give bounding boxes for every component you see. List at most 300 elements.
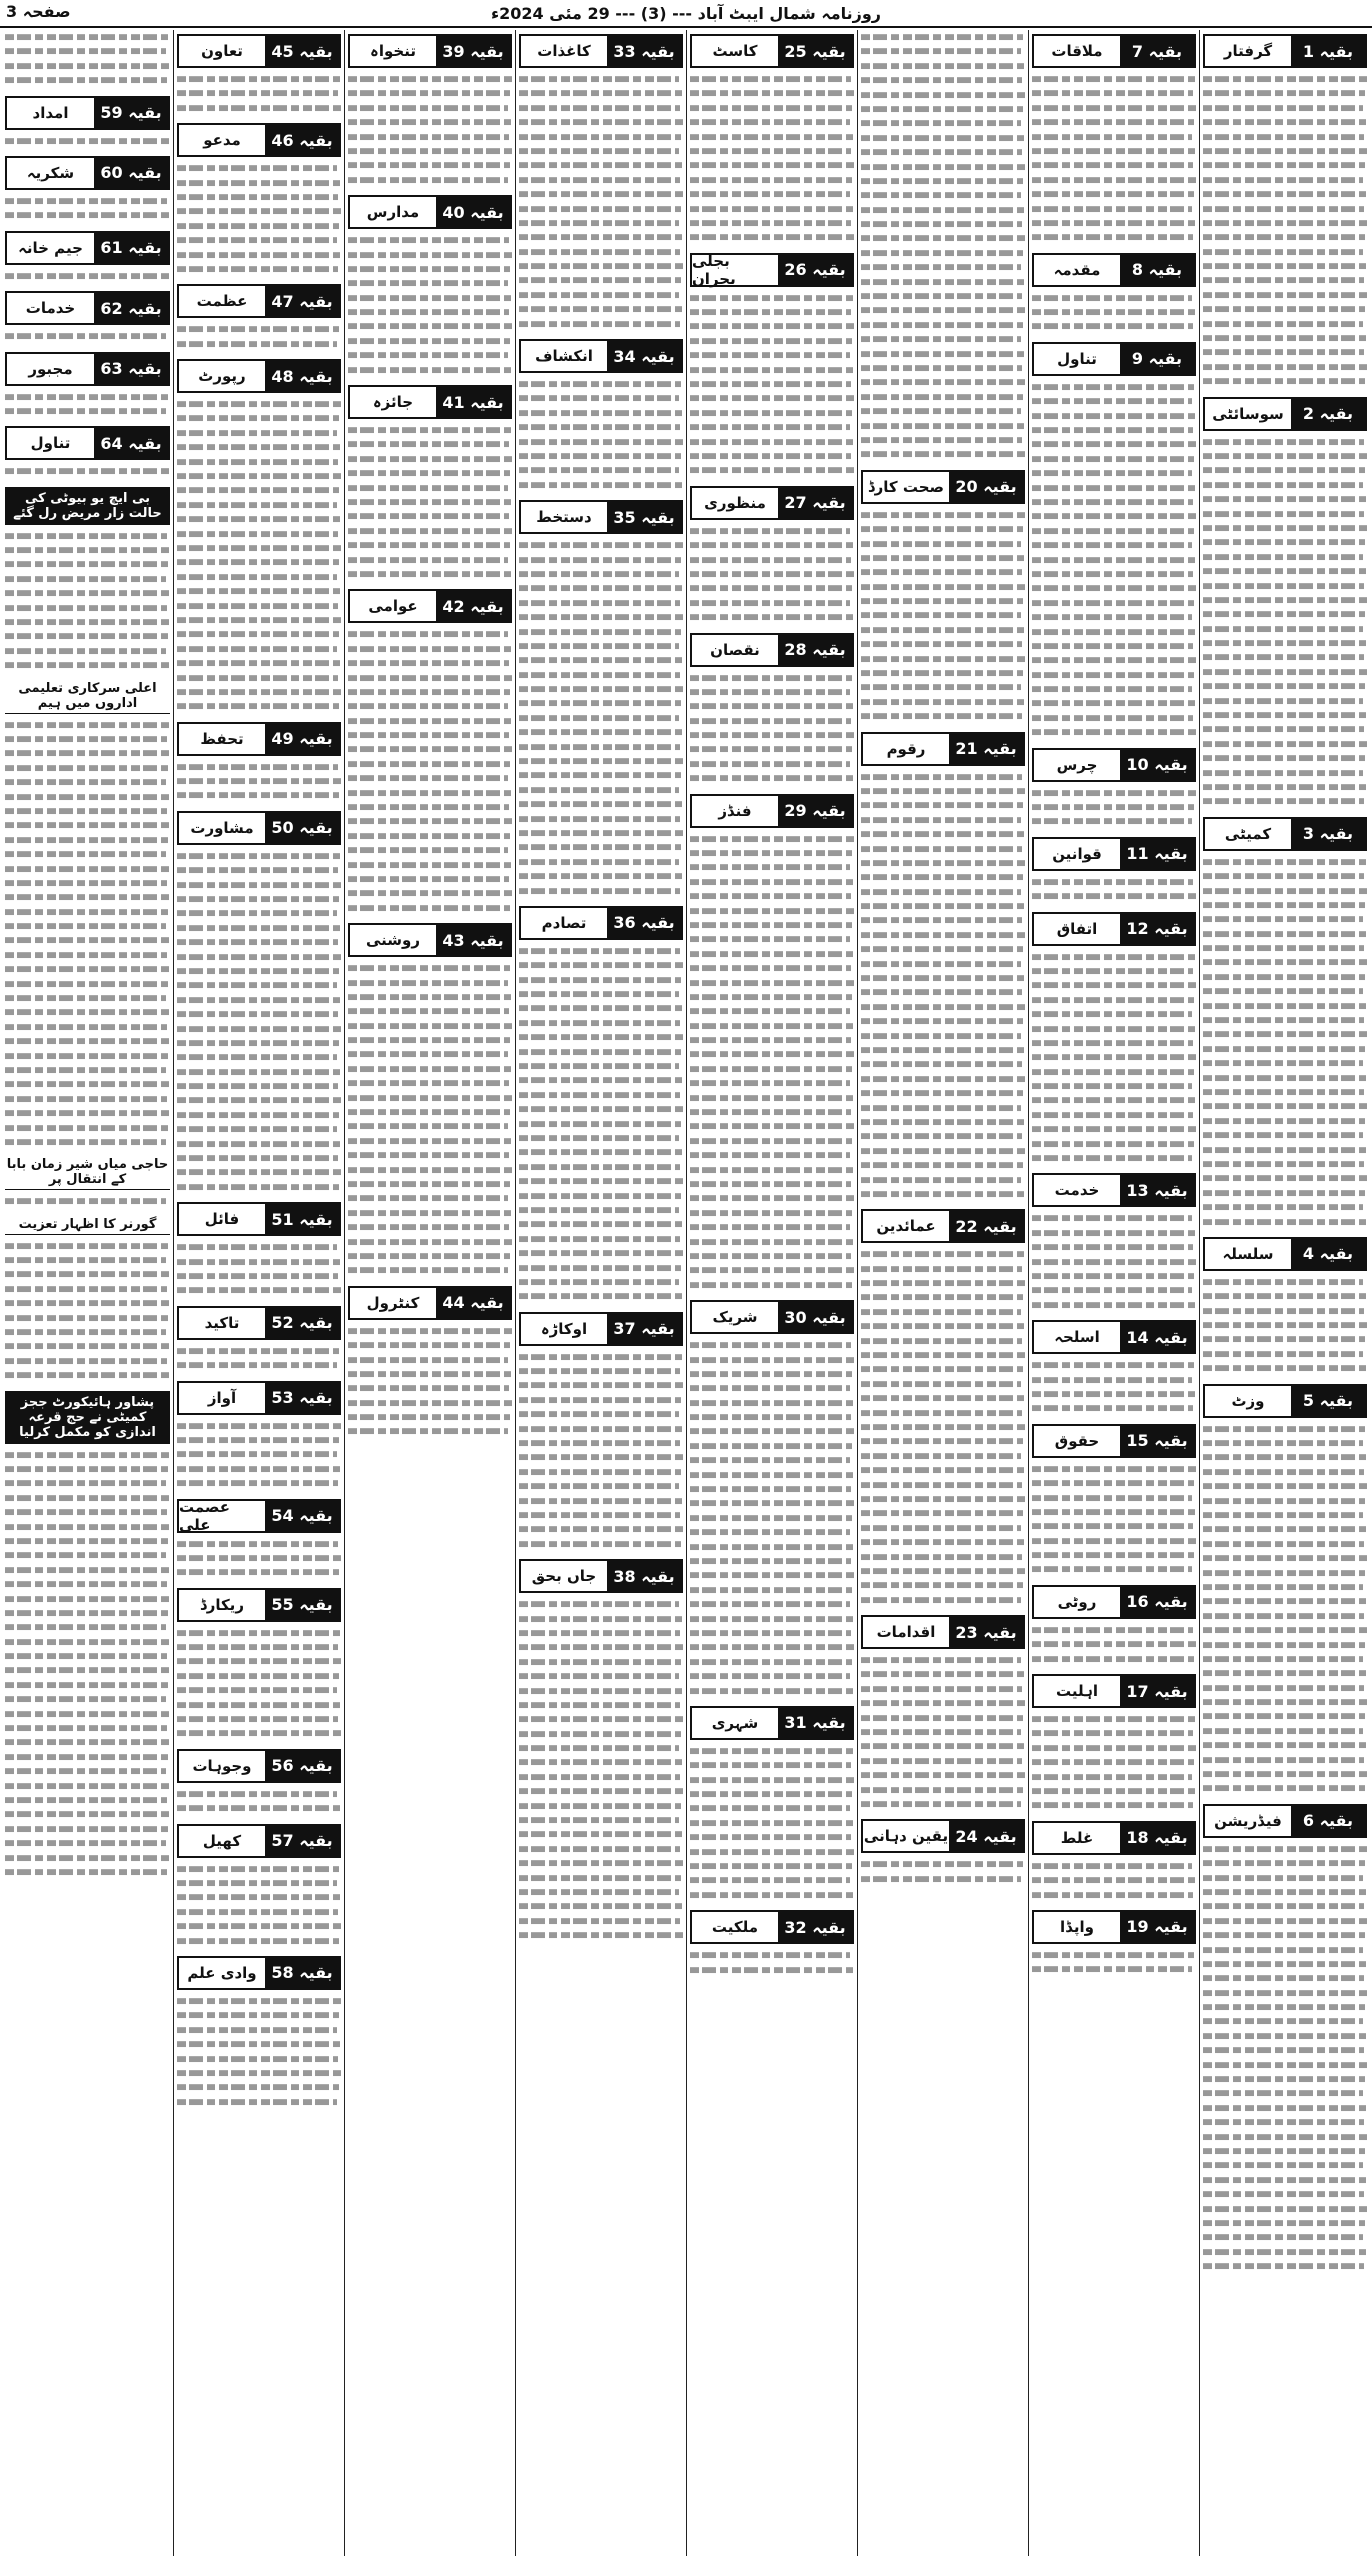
text-line [861,1482,1022,1488]
text-line [1032,804,1194,810]
text-line [1032,983,1196,989]
text-line [1203,1322,1367,1328]
text-line [5,1826,168,1832]
text-line [519,948,680,954]
continuation-number: بقیہ 53 [265,1383,339,1413]
text-line [519,962,683,968]
continuation-label: ملاقات [1034,36,1120,66]
continuation-number: بقیہ 17 [1120,1676,1194,1706]
text-line [5,34,168,40]
text-line [1032,1803,1193,1809]
text-line [519,1265,681,1271]
text-line [519,1702,680,1708]
text-line [1203,525,1367,531]
text-line [1203,640,1366,646]
text-line [5,952,167,958]
text-line [690,1688,853,1694]
article-continuation [861,1209,1025,1607]
text-line [690,965,851,971]
text-line [348,177,508,183]
text-line [5,923,166,929]
text-line [519,134,681,140]
text-line [5,1139,166,1145]
article-body [519,377,683,492]
text-line [690,1806,850,1812]
text-line [5,1596,170,1602]
text-line [1032,163,1193,169]
text-line [1203,859,1366,865]
continuation-tag [690,794,854,828]
continuation-tag [1032,1585,1196,1619]
text-line [861,788,1025,794]
text-line [1203,1889,1366,1895]
text-line [348,1268,508,1274]
text-line [177,1687,337,1693]
text-line [177,1716,338,1722]
article-continuation [1032,1910,1196,1977]
text-line [177,983,337,989]
article-body [177,849,341,1194]
text-line [519,1121,681,1127]
text-line [861,1729,1021,1735]
text-line [5,1344,169,1350]
text-line [348,1328,512,1334]
text-line [1203,1570,1365,1576]
text-line [177,545,341,551]
article-continuation [1203,817,1367,1229]
text-line [177,1011,338,1017]
text-line [1032,1863,1192,1869]
text-line [348,819,512,825]
text-line [5,1840,166,1846]
article-continuation [861,1819,1025,1886]
text-line [1032,997,1194,1003]
text-line [861,1672,1024,1678]
text-line [861,1105,1021,1111]
text-line [177,91,338,97]
text-line [348,804,509,810]
continuation-number: بقیہ 54 [265,1501,339,1531]
text-line [690,922,852,928]
text-line [690,234,854,240]
text-line [519,468,679,474]
continuation-label: غلط [1034,1823,1120,1853]
text-line [348,1052,508,1058]
text-line [1203,220,1367,226]
text-line [5,808,167,814]
text-line [5,1855,169,1861]
continuation-tag [861,1209,1025,1243]
article-body [1203,1422,1367,1796]
text-line [1203,468,1365,474]
text-line [861,423,1024,429]
text-line [1032,1745,1196,1751]
text-line [519,1236,680,1242]
text-line [1032,134,1192,140]
text-line [1032,1406,1193,1412]
text-line [519,1630,680,1636]
text-line [861,1162,1023,1168]
continuation-tag [177,1202,341,1236]
article-continuation [1032,1585,1196,1666]
article-continuation [177,1499,341,1580]
text-line [5,1096,167,1102]
text-line [1203,1757,1364,1763]
text-line [690,1253,851,1259]
continuation-tag [177,1749,341,1783]
text-line [690,1952,850,1958]
text-line [861,1018,1023,1024]
text-line [177,1184,339,1190]
continuation-number: بقیہ 64 [94,428,168,458]
text-line [5,1610,168,1616]
text-line [5,1372,170,1378]
article-body [5,269,170,283]
article-body [1032,875,1196,904]
text-line [1203,1742,1366,1748]
text-line [519,482,682,488]
text-line [348,646,511,652]
text-line [861,192,1021,198]
text-line [1032,1552,1194,1558]
continuation-number: بقیہ 29 [778,796,852,826]
continuation-tag [177,123,341,157]
text-line [861,918,1022,924]
text-line [861,817,1021,823]
text-line [1032,819,1192,825]
text-line [177,703,339,709]
text-line [690,908,854,914]
text-line [519,249,680,255]
continuation-label: وزٹ [1205,1386,1291,1416]
text-line [519,1178,683,1184]
text-line [177,1098,341,1104]
text-line [519,1411,679,1417]
text-line [5,1466,168,1472]
article-continuation [861,732,1025,1202]
text-line [1032,1054,1196,1060]
text-line [177,1791,337,1797]
text-line [348,571,511,577]
text-line [690,600,850,606]
text-line [1203,482,1363,488]
article-body [1032,1462,1196,1577]
continuation-label: گرفتار [1205,36,1291,66]
text-line [861,541,1021,547]
text-line [5,1243,168,1249]
continuation-tag [1032,1320,1196,1354]
text-line [5,198,167,204]
text-line [690,1268,854,1274]
article-body [177,1862,341,1948]
text-line [519,306,682,312]
continuation-tag [177,284,341,318]
text-line [5,1682,168,1688]
text-line [519,1601,679,1607]
text-line [861,336,1021,342]
text-line [861,1772,1025,1778]
text-line [861,250,1023,256]
continuation-label: وجوہات [179,1751,265,1781]
text-line [1203,1483,1367,1489]
continuation-label: تصادم [521,908,607,938]
text-line [861,1410,1022,1416]
text-line [1203,873,1364,879]
text-line [519,657,682,663]
text-line [1203,1771,1367,1777]
text-line [348,1210,511,1216]
text-line [690,191,850,197]
page-number: صفحہ 3 [6,2,71,21]
text-line [348,775,508,781]
text-line [5,851,166,857]
text-line [1032,1302,1195,1308]
article-body [5,464,170,478]
text-line [690,1443,852,1449]
text-line [1032,1788,1195,1794]
continuation-label: ریکارڈ [179,1590,265,1620]
article-continuation [177,811,341,1194]
text-line [1203,741,1367,747]
text-line [519,163,682,169]
text-line [861,1352,1025,1358]
article-body [177,1344,341,1373]
continuation-number: بقیہ 60 [94,158,168,188]
text-line [690,614,853,620]
text-line [1203,1132,1363,1138]
text-line [519,1063,679,1069]
article-continuation [690,1300,854,1698]
text-line [861,1062,1022,1068]
text-line [1203,1104,1367,1110]
continuation-tag [519,1559,683,1593]
text-line [1032,1155,1192,1161]
text-line [861,1395,1024,1401]
continuation-label: کاسٹ [692,36,778,66]
text-line [519,1092,680,1098]
text-line [1203,1904,1364,1910]
continuation-number: بقیہ 37 [607,1314,681,1344]
text-line [1203,1337,1365,1343]
text-line [348,280,508,286]
text-line [348,675,512,681]
continuation-tag [690,1300,854,1334]
text-line [348,891,512,897]
text-line [1032,1509,1195,1515]
text-line [1203,554,1363,560]
article-continuation [177,1749,341,1816]
text-line [177,1244,337,1250]
text-line [348,1181,510,1187]
text-line [519,1817,679,1823]
text-line [177,531,338,537]
text-line [1203,1075,1366,1081]
text-line [177,1170,341,1176]
article-continuation [5,487,170,673]
text-line [1203,1642,1365,1648]
text-line [1203,988,1363,994]
text-line [348,994,511,1000]
text-line [1203,1147,1366,1153]
text-line [348,1109,510,1115]
text-line [1203,350,1364,356]
text-line [690,1400,853,1406]
text-line [5,1711,169,1717]
text-line [5,468,170,474]
continuation-label: خدمت [1034,1175,1120,1205]
text-line [519,977,681,983]
text-line [519,1688,682,1694]
text-line [690,1529,850,1535]
text-line [1032,384,1194,390]
continuation-tag [5,291,170,325]
text-line [690,1095,853,1101]
text-line [177,209,341,215]
text-line [5,1696,166,1702]
text-line [519,991,679,997]
text-line [861,1076,1025,1082]
text-line [177,105,341,111]
text-line [861,1686,1022,1692]
text-line [861,1090,1023,1096]
text-line [690,1645,854,1651]
continuation-number: بقیہ 24 [949,1821,1023,1851]
continuation-number: بقیہ 7 [1120,36,1194,66]
masthead: روزنامہ شمال ایبٹ آباد --- (3) --- 29 مئی 2024ء [490,3,882,23]
text-line [177,1895,340,1901]
text-line [1203,496,1366,502]
text-line [1203,568,1366,574]
text-line [1203,177,1363,183]
text-line [348,119,511,125]
text-line [177,603,338,609]
text-line [177,1541,338,1547]
text-line [1203,278,1364,284]
text-line [5,1754,168,1760]
text-line [519,787,679,793]
continuation-tag [1032,342,1196,376]
text-line [1203,1975,1364,1981]
continuation-tag [348,923,512,957]
text-line [519,701,681,707]
continuation-label: صحت کارڈ [863,472,949,502]
article-continuation [519,1559,683,1942]
text-line [1203,1204,1363,1210]
text-line [348,1224,509,1230]
text-line [690,1892,853,1898]
text-line [690,1544,853,1550]
text-line [1203,1961,1366,1967]
article-body [861,508,1025,724]
text-line [690,1515,852,1521]
text-line [861,1657,1021,1663]
text-line [1032,1098,1195,1104]
text-line [1032,701,1195,707]
text-line [1032,1069,1194,1075]
text-line [690,994,852,1000]
continuation-label: روشنی [350,925,436,955]
continuation-tag [1203,397,1367,431]
text-line [519,1904,682,1910]
text-line [519,1383,683,1389]
text-line [519,1616,682,1622]
text-line [1203,134,1364,140]
continuation-number: بقیہ 33 [607,36,681,66]
text-line [861,1467,1024,1473]
text-line [861,1862,1023,1868]
text-line [519,1527,683,1533]
text-line [177,1480,338,1486]
text-line [690,937,850,943]
text-line [519,1006,682,1012]
text-line [690,1457,850,1463]
article-continuation [690,486,854,625]
text-line [1032,1141,1194,1147]
text-line [1032,1656,1194,1662]
continuation-tag [519,1312,683,1346]
text-line [861,831,1024,837]
continuation-label: تاکید [179,1308,265,1338]
text-line [1203,1656,1363,1662]
text-line [1203,799,1364,805]
continuation-tag [177,1306,341,1340]
text-line [1203,1440,1363,1446]
continuation-number: بقیہ 3 [1291,819,1365,849]
text-line [861,164,1025,170]
continuation-label: شریک [692,1302,778,1332]
continuation-label: مدارس [350,197,436,227]
text-line [861,149,1022,155]
text-line [1203,148,1367,154]
article-body [1032,380,1196,740]
text-line [1203,2263,1364,2269]
text-line [519,1889,679,1895]
text-line [1203,1365,1366,1371]
text-line [690,1616,853,1622]
text-line [5,779,166,785]
text-line [1203,321,1363,327]
text-line [177,2041,340,2047]
article-body [1032,1623,1196,1666]
continuation-number: بقیہ 16 [1120,1587,1194,1617]
text-line [519,571,679,577]
text-line [861,1323,1024,1329]
article-body [177,397,341,714]
text-line [1032,1026,1195,1032]
article-body [5,718,170,1150]
text-line [177,954,341,960]
article-continuation [177,284,341,351]
text-line [177,1112,339,1118]
text-line [177,1083,338,1089]
text-line [519,396,679,402]
continuation-number: بقیہ 58 [265,1958,339,1988]
text-line [861,1266,1022,1272]
text-line [861,1047,1024,1053]
text-line [348,1239,512,1245]
text-line [348,1080,509,1086]
text-line [1032,76,1195,82]
text-line [519,830,683,836]
continuation-number: بقیہ 62 [94,293,168,323]
text-line [519,859,679,865]
text-line [177,882,341,888]
text-line [861,1453,1021,1459]
text-line [1032,470,1192,476]
article-continuation [5,30,170,88]
continuation-label: تنخواہ [350,36,436,66]
continuation-label: شکریہ [7,158,94,188]
